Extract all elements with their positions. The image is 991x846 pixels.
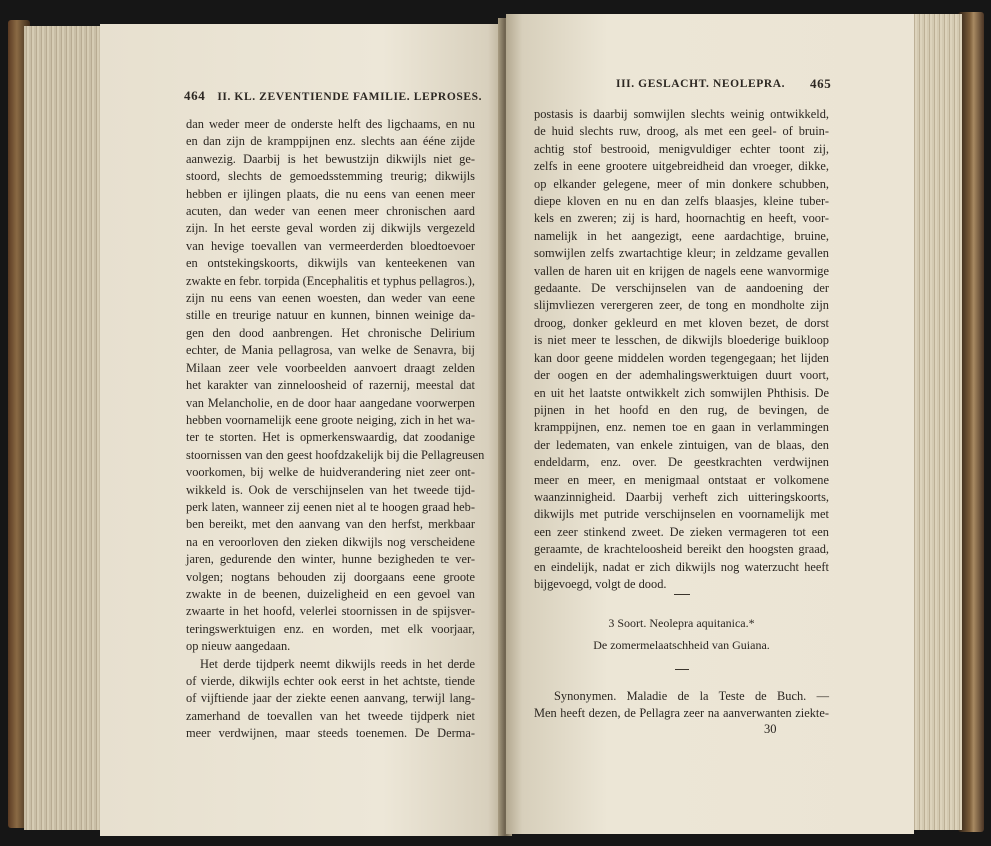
right-running-head-text: III. GESLACHT. NEOLEPRA. (616, 78, 786, 90)
text-line: hebben er ijlingen plaats, die nu eens van eenen meer (186, 186, 475, 201)
text-line: gen den dood aanbrengen. Het chronische Delirium (186, 325, 475, 340)
text-line: stoornissen van den geest hoofdzakelijk bij die Pellagreusen (186, 447, 485, 462)
text-line: jaren, gedurende den winter, hunne bezigheden te ver- (186, 552, 475, 567)
text-line: slijmvliezen verergeren zeer, de tong en mondholte zijn (534, 298, 829, 313)
page-edges-left (24, 26, 106, 830)
section-title: 3 Soort. Neolepra aquitanica.* (608, 616, 755, 630)
text-line: der ledematen, van enkele zintuigen, van de blaas, den (534, 437, 829, 452)
text-line: zelfs in eene grootere uitgebreidheid dan vroeger, dikke, (534, 159, 829, 174)
right-page (506, 14, 914, 834)
text-line: waanzinnigheid. Daarbij verheft zich uitteringskoorts, (534, 489, 829, 504)
text-line: kan door geene middelen worden tegengegaan; het lijden (534, 350, 829, 365)
text-line: zijn nu eens van eenen woesten, dan weder van eene (186, 291, 475, 306)
left-body-text (186, 116, 485, 743)
text-line: een zeer stinkend zweet. De zieken vermageren tot een (534, 524, 829, 539)
text-line: zwaarte in het hoofd, velerlei stoornissen in de spijsver- (186, 604, 475, 619)
text-line: dikwijls met putride verschijnselen en voornamelijk met (534, 507, 829, 522)
text-line: stille en treurige natuur en kunnen, binnen weinige da- (186, 308, 475, 323)
text-line: of vijftiende jaar der ziekte eenen aanvang, terwijl lang- (186, 691, 475, 706)
text-line: na en veroorloven den zieken dikwijls nog verscheidene (186, 534, 475, 549)
section-subtitle: De zomermelaatschheid van Guiana. (593, 638, 770, 653)
section-block (534, 594, 829, 723)
text-line: op elkander gelegene, meer of min donkere schubben, (534, 176, 829, 191)
text-line: of vierde, dikwijls echter ook eerst in het achtste, tiende (186, 674, 475, 688)
text-line: en eindelijk, nadat er zich dikwijls nog waterzucht heeft (534, 559, 829, 574)
text-line: hebben voornamelijk eene groote neiging, zich in het wa- (186, 412, 475, 427)
left-running-head-text: II. KL. ZEVENTIENDE FAMILIE. LEPROSES. (217, 91, 483, 103)
text-line: namelijk in het aangezigt, eene aardachtige, bruine, (534, 228, 829, 243)
text-line: der oogen en der ademhalingswerktuigen duurt voort, (534, 368, 829, 383)
right-running-head (616, 78, 785, 90)
text-line: zwakte en febr. torpida (Encephalitis et typhus pellagros.), (186, 273, 476, 288)
right-body-text (534, 106, 829, 593)
text-line: het karakter van zinneloosheid of razernij, meestal dat (186, 378, 475, 393)
text-line: en dan zijn de kramppijnen enz. slechts aan ééne zijde (186, 134, 475, 149)
ornament-rule (674, 594, 690, 595)
text-line: van Melancholie, en de door haar aangedane voorwerpen (186, 395, 475, 410)
text-line: acuten, dan weder van eenen meer chronischen aard (186, 204, 475, 219)
text-line: kels en zweren; zij is hard, hoornachtig en heeft, voor- (534, 211, 829, 226)
text-line: en ontstekingskoorts, dikwijls van kenteekenen van (186, 256, 475, 271)
text-line: postasis is daarbij somwijlen slechts weinig ontwikkeld, (534, 107, 829, 121)
left-running-head (184, 88, 482, 104)
text-line: endeldarm, enz. over. De geestkrachten verdwijnen (534, 455, 829, 470)
text-line: wikkeld is. Ook de verschijnselen van het tweede tijd- (186, 482, 475, 497)
synonym-line-2: Men heeft dezen, de Pellagra zeer na aanverwanten ziekte- (534, 706, 829, 721)
text-line: vallen de haren uit en krijgen de nagels eene wanvormige (534, 263, 829, 278)
text-line: bijgevoegd, volgt de dood. (534, 576, 667, 591)
text-line: zwakte in de beenen, duizeligheid en een gevoel van (186, 586, 475, 601)
text-line: echter, de Mania pellagrosa, van welke de Senavra, bij (186, 343, 475, 358)
text-line: de huid slechts ruw, droog, als met een geel- of bruin- (534, 124, 829, 139)
text-line: is niet meer te lesschen, de dikwijls bloederige buikloop (534, 333, 829, 348)
text-line: ben bereikt, met den aanvang van den herfst, merkbaar (186, 517, 475, 532)
signature-mark: 30 (764, 722, 777, 736)
page-edges-right (912, 14, 962, 830)
text-line: op nieuw aangedaan. (186, 639, 291, 654)
text-line: teringswerktuigen enz. en worden, met elk voorjaar, (186, 621, 475, 636)
right-page-number-wrap (810, 76, 831, 92)
text-line: en uit het laatste ontwikkelt zich somwijlen Phthisis. De (534, 385, 829, 400)
text-line: geraamte, de krachteloosheid bereikt den hoogsten graad, (534, 542, 829, 557)
section-rule (675, 669, 689, 670)
text-line: aanwezig. Daarbij is het bewustzijn dikwijls niet ge- (186, 151, 475, 166)
text-line: van hevige toevallen van vermeerderden bloedtoevoer (186, 238, 475, 253)
text-line: stoord, slechts de gemoedsstemming treurig; dikwijls (186, 169, 475, 184)
text-line: kramppijnen, enz. nemen toe en gaan in verlammingen (534, 420, 829, 435)
text-line: Het derde tijdperk neemt dikwijls reeds in het derde (200, 656, 475, 671)
text-line: pijnen in het hoofd en den rug, de bevingen, de (534, 402, 829, 417)
text-line: voorkomen, bij welke de huidverandering niet zeer ont- (186, 465, 475, 480)
left-page-number: 464 (184, 88, 206, 103)
right-page-number: 465 (810, 76, 832, 91)
text-line: achtig stof bestrooid, menigvuldiger echter toont zij, (534, 141, 829, 156)
text-line: meer en meer, en menigmaal ontstaat er volkomene (534, 472, 829, 487)
text-line: dan weder meer de onderste helft des ligchaams, en nu (186, 117, 475, 131)
text-line: zamerhand de toevallen van het tweede tijdperk niet (186, 708, 475, 723)
text-line: droog, donker gekleurd en met kloven bezet, de dorst (534, 315, 829, 330)
text-line: gedaante. De verschijnselen van de aandoening der (534, 281, 829, 296)
text-line: diepe kloven en nu en dan zelfs blaasjes, kleine tuber- (534, 194, 829, 209)
left-page (100, 24, 504, 836)
synonym-line-1: Synonymen. Maladie de la Teste de Buch. — (554, 688, 829, 703)
text-line: ter te storten. Het is opmerkenswaardig, dat zoodanige (186, 430, 475, 445)
text-line: perk laten, wanneer zij eenen niet al te hoogen graad heb- (186, 499, 475, 514)
text-line: somwijlen zelfs zwartachtige kleur; in zeldzame gevallen (534, 246, 829, 261)
text-line: meer verdwijnen, maar steeds toenemen. De Derma- (186, 726, 475, 741)
text-line: volgen; nogtans behouden zij doorgaans eene groote (186, 569, 475, 584)
text-line: Milaan zeer vele voorbeelden aanvoert draagt zelden (186, 360, 475, 375)
text-line: zijn. In het eerste geval worden zij dikwijls vergezeld (186, 221, 475, 236)
